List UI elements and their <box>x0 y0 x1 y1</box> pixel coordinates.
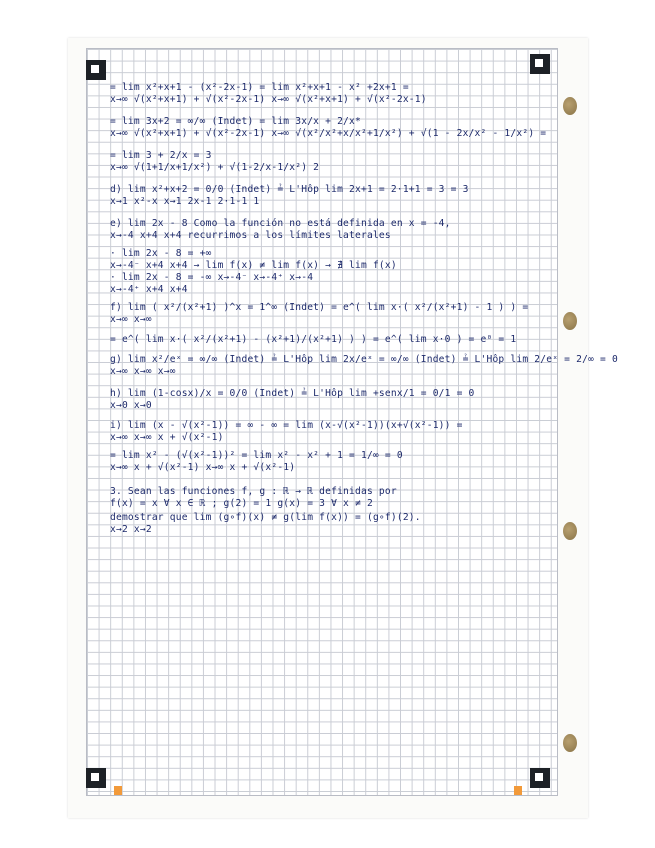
notes-line: x→-4⁻ x+4 x+4 → lim f(x) ≠ lim f(x) → ∄ lim f(x) <box>110 260 397 271</box>
binder-hole-1 <box>563 97 577 115</box>
notes-line: = e^( lim x·( x²/(x²+1) - (x²+1)/(x²+1) ) ) = e^( lim x·0 ) = e⁰ = 1 <box>110 334 517 345</box>
corner-marker-bottom-right <box>530 768 550 788</box>
binder-hole-3 <box>563 522 577 540</box>
notes-line: f) lim ( x²/(x²+1) )^x = 1^∞ (Indet) = e^( lim x·( x²/(x²+1) - 1 ) ) = <box>110 302 529 313</box>
notes-line: f(x) = x ∀ x ∈ ℝ ; g(2) = 1 g(x) = 3 ∀ x ≠ 2 <box>110 498 373 509</box>
notes-line: x→∞ √(x²+x+1) + √(x²-2x-1) x→∞ √(x²/x²+x/x²+1/x²) + √(1 - 2x/x² - 1/x²) = <box>110 128 547 139</box>
notes-line: x→∞ x + √(x²-1) x→∞ x + √(x²-1) <box>110 462 296 473</box>
notes-line: x→∞ x→∞ x + √(x²-1) <box>110 432 224 443</box>
notes-line: i) lim (x - √(x²-1)) = ∞ - ∞ = lim (x-√(x²-1))(x+√(x²-1)) = <box>110 420 463 431</box>
notes-line: = lim 3x+2 = ∞/∞ (Indet) = lim 3x/x + 2/x* <box>110 116 361 127</box>
binder-hole-4 <box>563 734 577 752</box>
notes-line: x→∞ √(x²+x+1) + √(x²-2x-1) x→∞ √(x²+x+1) + √(x²-2x-1) <box>110 94 427 105</box>
orange-mark-right <box>514 786 522 795</box>
corner-marker-top-left <box>86 60 106 80</box>
notes-line: d) lim x²+x+2 = 0/0 (Indet) ≟ L'Hôp lim 2x+1 = 2·1+1 = 3 = 3 <box>110 184 469 195</box>
notes-line: x→2 x→2 <box>110 524 152 535</box>
notes-line: x→∞ x→∞ <box>110 314 152 325</box>
notes-line: x→∞ x→∞ x→∞ <box>110 366 176 377</box>
corner-marker-top-right <box>530 54 550 74</box>
notes-line: demostrar que lim (g∘f)(x) ≠ g(lim f(x)) = (g∘f)(2). <box>110 512 421 523</box>
notes-line: · lim 2x - 8 = +∞ <box>110 248 212 259</box>
notes-line: · lim 2x - 8 = -∞ x→-4⁻ x→-4⁺ x→-4 <box>110 272 314 283</box>
notes-line: e) lim 2x - 8 Como la función no está definida en x = -4, <box>110 218 451 229</box>
corner-marker-bottom-left <box>86 768 106 788</box>
orange-mark-left <box>114 786 122 795</box>
notes-line: x→-4⁺ x+4 x+4 <box>110 284 188 295</box>
notes-line: = lim x² - (√(x²-1))² = lim x² - x² + 1 = 1/∞ = 0 <box>110 450 403 461</box>
notes-line: h) lim (1-cosx)/x = 0/0 (Indet) ≟ L'Hôp lim +senx/1 = 0/1 = 0 <box>110 388 475 399</box>
binder-hole-2 <box>563 312 577 330</box>
notes-line: x→1 x²-x x→1 2x-1 2·1-1 1 <box>110 196 260 207</box>
notes-line: g) lim x²/eˣ = ∞/∞ (Indet) ≟ L'Hôp lim 2x/eˣ = ∞/∞ (Indet) ≟ L'Hôp lim 2/eˣ = 2/∞ = 0 <box>110 354 618 365</box>
notes-line: = lim 3 + 2/x = 3 <box>110 150 212 161</box>
notes-line: = lim x²+x+1 - (x²-2x-1) = lim x²+x+1 - x² +2x+1 = <box>110 82 409 93</box>
handwritten-notes <box>110 72 618 535</box>
notes-line: x→-4 x+4 x+4 recurrimos a los límites laterales <box>110 230 391 241</box>
notes-line: x→0 x→0 <box>110 400 152 411</box>
notes-line: 3. Sean las funciones f, g : ℝ → ℝ definidas por <box>110 486 397 497</box>
notes-line: x→∞ √(1+1/x+1/x²) + √(1-2/x-1/x²) 2 <box>110 162 320 173</box>
